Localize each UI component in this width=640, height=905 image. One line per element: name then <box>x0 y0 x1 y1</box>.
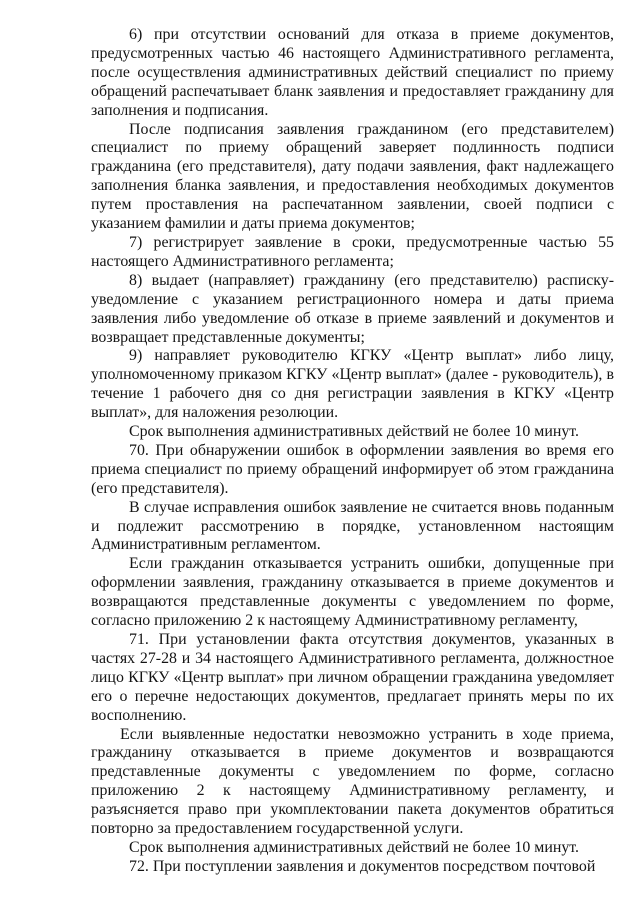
paragraph-signing: После подписания заявления гражданином (его представителем) специалист по приему обращений заверяет подлинность подписи гражданина (его представителя), дату подачи заявления, факт надлежащего заполнения бланка заявления, и предоставления необходимых документов путем проставления на распечатанном заявлении, своей подписи с указанием фамилии и даты приема документов; <box>91 120 614 233</box>
paragraph-section-70: 70. При обнаружении ошибок в оформлении заявления во время его приема специалист по приему обращений информирует об этом гражданина (его представителя). <box>91 441 614 497</box>
paragraph-item-8: 8) выдает (направляет) гражданину (его представителю) расписку-уведомление с указанием регистрационного номера и даты приема заявления либо уведомление об отказе в приеме заявлений и документов и возвращает представленные документы; <box>91 271 614 346</box>
paragraph-time-limit-2: Срок выполнения административных действий не более 10 минут. <box>129 838 579 856</box>
paragraph-error-correction: В случае исправления ошибок заявление не считается вновь поданным и подлежит рассмотрению в порядке, установленном настоящим Административным регламентом. <box>91 498 614 554</box>
paragraph-section-72: 72. При поступлении заявления и документов посредством почтовой <box>129 857 596 875</box>
paragraph-refusal-to-correct: Если гражданин отказывается устранить ошибки, допущенные при оформлении заявления, гражданину отказывается в приеме документов и возвращаются представленные документы с уведомлением по форме, согласно приложению 2 к настоящему Административному регламенту, <box>91 555 614 630</box>
paragraph-item-9: 9) направляет руководителю КГКУ «Центр выплат» либо лицу, уполномоченному приказом КГКУ «Центр выплат» (далее - руководитель), в течение 1 рабочего дня со дня регистрации заявления в КГКУ «Центр выплат», для наложения резолюции. <box>91 347 614 422</box>
paragraph-section-71: 71. При установлении факта отсутствия документов, указанных в частях 27-28 и 34 настоящего Административного регламента, должностное лицо КГКУ «Центр выплат» при личном обращении гражданина уведомляет его о перечне недостающих документов, предлагает принять меры по их восполнению. <box>91 631 614 724</box>
paragraph-time-limit: Срок выполнения административных действий не более 10 минут. <box>129 423 579 441</box>
paragraph-item-7: 7) регистрирует заявление в сроки, предусмотренные частью 55 настоящего Административного регламента; <box>91 233 614 270</box>
document-page <box>91 26 614 877</box>
paragraph-item-6: 6) при отсутствии оснований для отказа в приеме документов, предусмотренных частью 46 настоящего Административного регламента, после осуществления административных действий специалист по приему обращений распечатывает бланк заявления и предоставляет гражданину для заполнения и подписания. <box>91 26 614 119</box>
paragraph-deficiencies: Если выявленные недостатки невозможно устранить в ходе приема, гражданину отказывается в приеме документов и возвращаются представленные документы с уведомлением по форме, согласно приложению 2 к настоящему Административному регламенту, и разъясняется право при укомплектовании пакета документов обратиться повторно за предоставлением государственной услуги. <box>91 725 614 838</box>
